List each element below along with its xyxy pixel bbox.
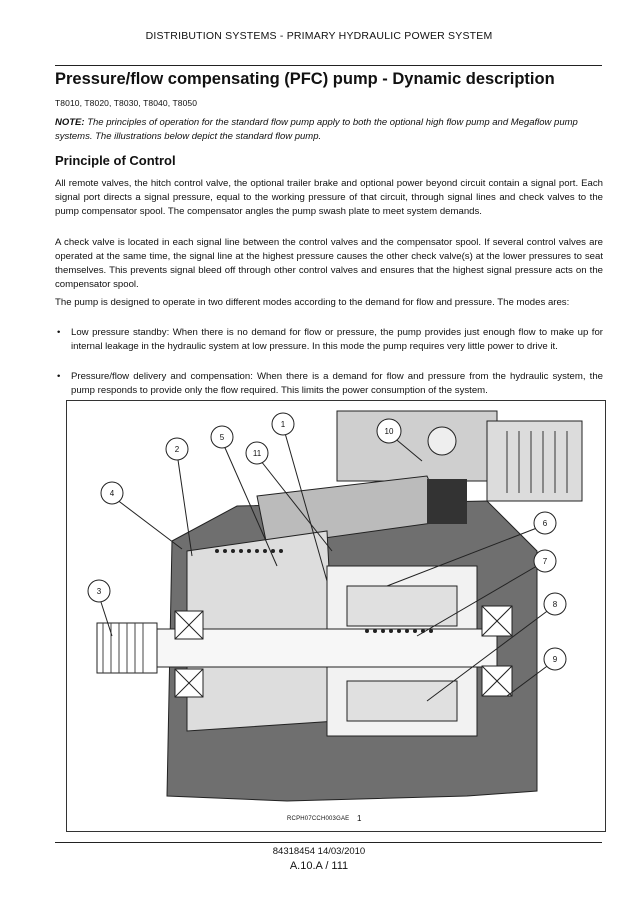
page-title: Pressure/flow compensating (PFC) pump - Dynamic description [55, 70, 555, 88]
note-label: NOTE: [55, 117, 85, 128]
figure-number: 1 [357, 814, 362, 823]
model-list: T8010, T8020, T8030, T8040, T8050 [55, 98, 198, 108]
callout-2 [166, 438, 188, 460]
callout-10 [377, 419, 401, 443]
figure-reference: RCPH07CCH003GAE [287, 816, 350, 822]
callout-number: 7 [542, 557, 548, 566]
callout-number: 9 [552, 655, 558, 664]
callout-7 [534, 550, 556, 572]
running-header: DISTRIBUTION SYSTEMS - PRIMARY HYDRAULIC POWER SYSTEM [145, 30, 493, 42]
callout-11 [246, 442, 268, 464]
callout-8 [544, 593, 566, 615]
paragraph-3: The pump is designed to operate in two different modes according to the demand for flow and pressure. The modes ares: [55, 297, 570, 308]
callout-1 [272, 413, 294, 435]
bullet-text: Pressure/flow delivery and compensation: When there is a demand for flow and pressure from the hydraulic system, the pump responds to provide only the flow required. This limits the power consumption of the system. [71, 371, 603, 396]
note [55, 116, 605, 144]
callout-number: 1 [280, 420, 286, 429]
note-text: The principles of operation for the standard flow pump apply to both the optional high flow pump and Megaflow pump systems. The illustrations below depict the standard flow pump. [55, 117, 578, 142]
callout-9 [544, 648, 566, 670]
footer-rule [55, 842, 602, 843]
callout-3 [88, 580, 110, 602]
page-number: A.10.A / 111 [289, 860, 349, 872]
callout-4 [101, 482, 123, 504]
callout-number: 4 [109, 489, 115, 498]
callout-number: 11 [252, 449, 262, 458]
callout-6 [534, 512, 556, 534]
callout-number: 8 [552, 600, 558, 609]
callout-number: 5 [219, 433, 225, 442]
paragraph-1: All remote valves, the hitch control valve, the optional trailer brake and optional power beyond circuit contain a signal port. Each signal port directs a signal pressure, equal to the working pressure of that circuit, through signal lines and check valves to the pump compensator spool. The compensator angles the pump swash plate to meet system demands. [55, 178, 603, 217]
callout-number: 2 [174, 445, 180, 454]
header-rule [55, 65, 602, 66]
document-id: 84318454 14/03/2010 [272, 846, 366, 857]
callout-5 [211, 426, 233, 448]
bullet-text: Low pressure standby: When there is no demand for flow or pressure, the pump provides just enough flow to make up for internal leakage in the hydraulic system at low pressure. In this mode the pump requires very little power to drive it. [71, 327, 603, 352]
callout-number: 6 [542, 519, 548, 528]
section-title: Principle of Control [55, 153, 176, 168]
bullet-symbol: • [57, 327, 61, 338]
paragraph-2: A check valve is located in each signal line between the control valves and the compensator spool. If several control valves are operated at the same time, the signal line at the highest pressure causes the other check valve(s) at the lower pressures to seat themselves. This prevents signal bleed off through other control valves and ensures that the highest signal pressure acts on the compensator spool. [55, 237, 603, 290]
callout-number: 3 [96, 587, 102, 596]
callout-number: 10 [384, 427, 394, 436]
pump-cross-section-drawing [67, 401, 605, 831]
pump-cross-section-figure [66, 400, 606, 832]
bullet-symbol: • [57, 371, 61, 382]
